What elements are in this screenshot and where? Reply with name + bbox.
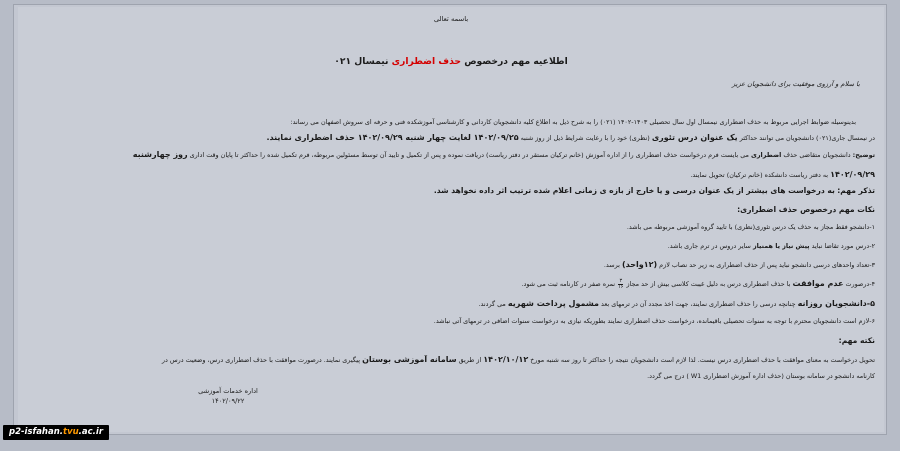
note-1: ۱-دانشجو فقط مجاز به حذف یک درس تئوری(نظری) با تایید گروه آموزشی مربوطه می باشد.	[626, 223, 875, 231]
final-note-heading: نکته مهم:	[838, 336, 875, 345]
document-frame	[13, 4, 887, 435]
badge-suffix: .ac.ir	[78, 427, 104, 437]
note-2-text-c: سایر دروس در ترم جاری باشد.	[667, 242, 751, 250]
note-4-text-a: ۴-درصورت	[845, 280, 875, 288]
explanation-text-c: می بایست فرم درخواست حذف اضطراری را از اداره آموزش (خانم ترکیان مستقر در دفتر ریاست) دریافت نموده و پس از تکمیل و تایید آن توسط مسئولین مربوطه، فرم تکمیل شده را حداکثر تا پایان وقت اداری	[189, 151, 749, 159]
signature-office: اداره خدمات آموزشی	[198, 387, 258, 395]
final-note-text-c: از طریق	[458, 356, 482, 364]
announcement-document	[18, 7, 884, 432]
intro-line-2	[27, 133, 875, 143]
final-note-text-a: تحویل درخواست به معنای موافقت با حذف اضطراری درس نیست. لذا لازم است دانشجویان نتیجه را حداکثر تا روز سه شنبه مورخ	[530, 356, 875, 364]
note-3-units: (۱۲واحد)	[621, 260, 658, 269]
note-4-text-d: نمره صفر در کارنامه ثبت می شود.	[521, 280, 616, 288]
explanation-text-a: دانشجویان متقاضی حذف	[783, 151, 851, 159]
note-2	[27, 242, 875, 250]
note-3-text-a: ۳-تعداد واحدهای درسی دانشجو نباید پس از حذف اضطراری به زیر حد نصاب لازم	[659, 261, 875, 269]
note-4-fraction	[618, 279, 623, 289]
note-4-text-c: با حذف اضطراری درس به دلیل غیبت کلاسی بیش از حد مجاز	[626, 280, 791, 288]
explanation-text-d: به دفتر ریاست دانشکده (خانم ترکیان) تحویل نمایند.	[690, 171, 829, 179]
signature-block	[168, 386, 288, 406]
title-suffix: نیمسال ۰۲۱	[334, 56, 389, 67]
note-4	[27, 277, 875, 291]
explanation-text-b: اضطراری	[751, 151, 782, 159]
note-5-day-students: ۵-دانشجویان روزانه	[797, 299, 875, 308]
warning-line	[27, 186, 875, 195]
explanation-line-1	[27, 150, 875, 160]
bismillah: باسمه تعالی	[433, 15, 469, 23]
final-note-text-e: پیگیری نمایند. درصورت موافقت با حذف اضطراری درس، وضعیت درس در	[161, 356, 361, 364]
title-prefix: اطلاعیه مهم درخصوص	[464, 56, 568, 67]
note-3	[27, 260, 875, 270]
note-4-disagreement: عدم موافقت	[792, 279, 844, 288]
note-5-tuition: مشمول پرداخت شهریه	[507, 299, 599, 308]
intro-one-course: یک عنوان درس تئوری	[651, 133, 738, 142]
intro-line-1: بدینوسیله ضوابط اجرایی مربوط به حذف اضطراری نیمسال اول سال تحصیلی ۱۴۰۳-۱۴۰۲ (۰۲۱) را به شرح ذیل به اطلاع کلیه دانشجویان کاردانی و کارشناسی آموزشکده فنی و حرفه ای سروش اصفهان می رساند:	[290, 118, 856, 126]
note-6: ۶-لازم است دانشجویان محترم با توجه به سنوات تحصیلی باقیمانده، درخواست حذف اضطراری نمایند بطوریکه نیازی به درخواست سنوات اضافی در ترمهای آتی نباشد.	[433, 317, 875, 325]
signature-date: ۱۴۰۲/۰۹/۲۲	[211, 397, 245, 406]
note-5-text-d: می گردند.	[478, 300, 506, 308]
page-title	[27, 56, 875, 68]
warning-text: به درخواست های بیشتر از یک عنوان درسی و یا خارج از بازه ی زمانی اعلام شده ترتیب اثر داده نخواهد شد.	[433, 186, 835, 195]
final-note-line-2: کارنامه دانشجو در سامانه بوستان (حذف اداره آموزش اضطراری W1 ) درج می گردد.	[647, 372, 875, 380]
intro-date-range: ۱۴۰۲/۰۹/۲۵ لغایت چهار شنبه ۱۴۰۲/۰۹/۲۹ حذف اضطراری نمایند.	[266, 133, 519, 142]
site-url-badge[interactable]	[3, 425, 109, 440]
explanation-line-2	[27, 170, 875, 180]
note-2-prerequisite: پیش نیاز یا همنیاز	[752, 242, 810, 250]
note-2-text-a: ۲-درس مورد تقاضا نباید	[811, 242, 875, 250]
final-note-date: ۱۴۰۲/۱۰/۱۲	[483, 355, 529, 364]
note-3-text-c: برسد.	[603, 261, 620, 269]
final-note-system: سامانه آموزشی بوستان	[362, 355, 457, 364]
greeting: با سلام و آرزوی موفقیت برای دانشجویان عزیز	[731, 80, 860, 88]
note-5-text-b: چنانچه درسی را حذف اضطراری نمایند، جهت اخذ مجدد آن در ترمهای بعد	[601, 300, 796, 308]
final-note-line-1	[27, 355, 875, 365]
intro-text-a: در نیمسال جاری(۰۲۱) دانشجویان می توانند حداکثر	[739, 134, 875, 142]
badge-accent: tvu	[63, 427, 79, 437]
explanation-deadline-date: ۱۴۰۲/۰۹/۲۹	[830, 170, 875, 179]
explanation-deadline-day: روز چهارشنبه	[132, 150, 188, 159]
note-5	[27, 299, 875, 309]
warning-label: تذکر مهم:	[837, 186, 875, 195]
notes-heading: نکات مهم درخصوص حذف اضطراری:	[737, 205, 875, 214]
fraction-top: ۳	[619, 278, 623, 284]
explanation-label: توضیح:	[852, 151, 875, 159]
fraction-bottom: ۱۶	[618, 283, 624, 290]
badge-prefix: p2-isfahan.	[9, 427, 64, 437]
intro-text-c: (نظری) خود را با رعایت شرایط ذیل از روز شنبه	[520, 134, 650, 142]
title-highlight: حذف اضطراری	[391, 56, 461, 67]
